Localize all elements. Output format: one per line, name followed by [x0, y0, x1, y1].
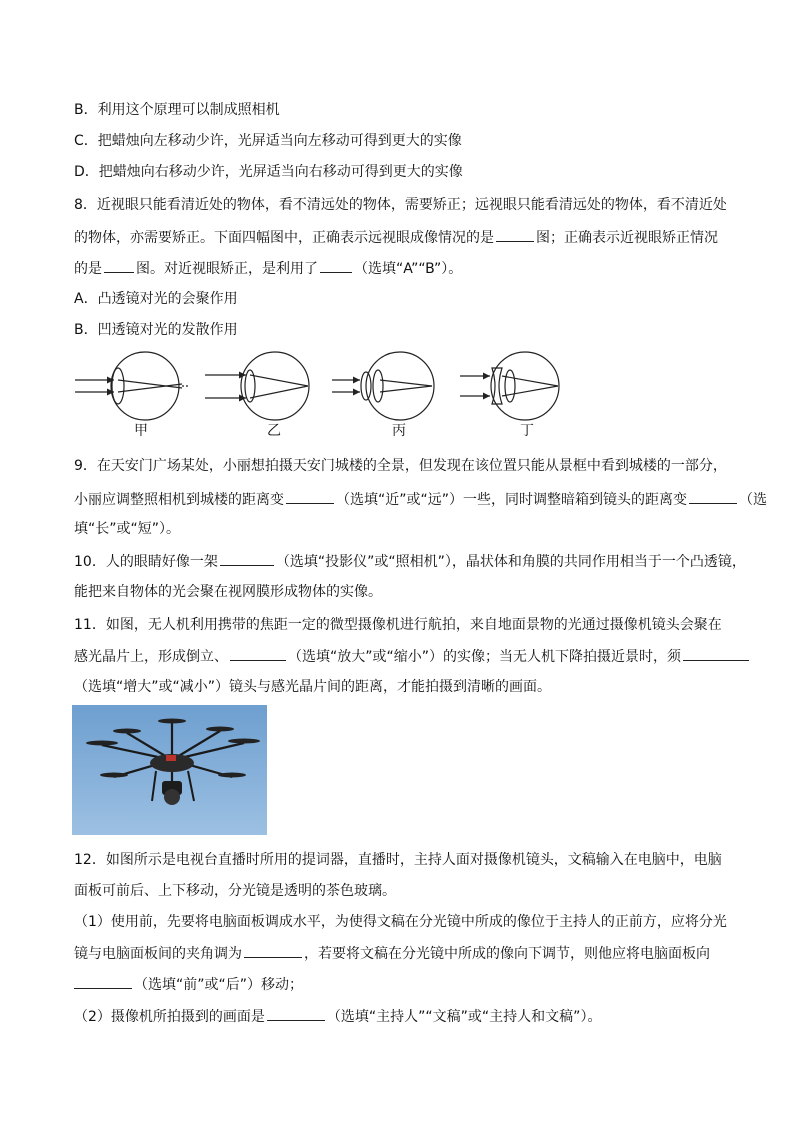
q9-line-3: 填“长”或“短”）。: [74, 521, 181, 537]
answer-blank[interactable]: [286, 489, 334, 504]
caption-jia: 甲: [134, 423, 148, 439]
q9-text: 小丽应调整照相机到城楼的距离变: [74, 492, 284, 508]
answer-blank[interactable]: [104, 258, 134, 273]
answer-blank[interactable]: [689, 489, 737, 504]
q12-text: （2）摄像机所拍摄到的画面是: [74, 1009, 265, 1025]
q11-line-3: （选填“增大”或“减小”）镜头与感光晶片间的距离，才能拍摄到清晰的画面。: [74, 679, 552, 695]
answer-blank[interactable]: [496, 227, 534, 242]
q12-line-3: （1）使用前，先要将电脑面板调成水平，为使得文稿在分光镜中所成的像位于主持人的正前方，应将分光: [74, 914, 727, 930]
q12-line-4: [74, 943, 710, 964]
q12-text: ，若要将文稿在分光镜中所成的像向下调节，则他应将电脑面板向: [304, 946, 710, 962]
q8-option-b: B．凹透镜对光的发散作用: [74, 322, 238, 338]
q9-line-2: [74, 489, 767, 510]
q12-line-5: [74, 974, 303, 995]
q8-text: 的是: [74, 261, 102, 277]
q12-line-1: 12．如图所示是电视台直播时所用的提词器，直播时，主持人面对摄像机镜头，文稿输入在电脑中，电脑: [74, 852, 722, 868]
q11-line-2: [74, 646, 751, 667]
q8-line-1: 8．近视眼只能看清近处的物体，看不清远处的物体，需要矫正；远视眼只能看清远处的物体，看不清近处: [74, 197, 727, 213]
option-d-line: D．把蜡烛向右移动少许，光屏适当向右移动可得到更大的实像: [74, 164, 463, 180]
eye-diagram-yi: [205, 352, 309, 420]
drone-photo: [72, 705, 267, 835]
answer-blank[interactable]: [320, 258, 352, 273]
q11-line-1: 11．如图，无人机利用携带的焦距一定的微型摄像机进行航拍，来自地面景物的光通过摄像机镜头会聚在: [74, 617, 722, 633]
eye-diagram-jia: [75, 352, 188, 420]
q8-option-a: A．凸透镜对光的会聚作用: [74, 291, 238, 307]
q12-text: 镜与电脑面板间的夹角调为: [74, 946, 242, 962]
eye-diagram-bing: [332, 352, 434, 420]
option-c-line: C．把蜡烛向左移动少许，光屏适当向左移动可得到更大的实像: [74, 133, 462, 149]
q9-text: （选: [739, 492, 768, 508]
q8-line-3: [74, 258, 462, 279]
q12-text: （选填“主持人”“文稿”或“主持人和文稿”）。: [326, 1009, 602, 1025]
q10-line-1: [74, 551, 746, 572]
answer-blank[interactable]: [220, 551, 274, 566]
q11-text: （选填“放大”或“缩小”）的实像；当无人机下降拍摄近景时，须: [288, 649, 682, 665]
q9-line-1: 9．在天安门广场某处，小丽想拍摄天安门城楼的全景，但发现在该位置只能从景框中看到城楼的一部分，: [74, 458, 727, 474]
q11-text: 感光晶片上，形成倒立、: [74, 649, 228, 665]
caption-yi: 乙: [267, 423, 281, 439]
answer-blank[interactable]: [683, 646, 749, 661]
answer-blank[interactable]: [244, 943, 302, 958]
q12-line-6: [74, 1006, 601, 1027]
answer-blank[interactable]: [267, 1006, 325, 1021]
q8-text: 图。对近视眼矫正，是利用了: [136, 261, 318, 277]
q10-line-2: 能把来自物体的光会聚在视网膜形成物体的实像。: [74, 584, 382, 600]
eye-diagram-ding: [460, 352, 559, 420]
q10-text: 10．人的眼睛好像一架: [74, 554, 218, 570]
option-b-line: B．利用这个原理可以制成照相机: [74, 102, 280, 118]
q12-text: （选填“前”或“后”）移动；: [134, 977, 304, 993]
q8-text: 图；正确表示近视眼矫正情况: [536, 230, 718, 246]
q8-text: 的物体，亦需要矫正。下面四幅图中，正确表示远视眼成像情况的是: [74, 230, 494, 246]
answer-blank[interactable]: [230, 646, 286, 661]
q8-text: （选填“A”“B”）。: [354, 261, 463, 277]
q12-line-2: 面板可前后、上下移动，分光镜是透明的茶色玻璃。: [74, 883, 396, 899]
answer-blank[interactable]: [74, 974, 132, 989]
q9-text: （选填“近”或“远”）一些，同时调整暗箱到镜头的距离变: [336, 492, 688, 508]
caption-bing: 丙: [392, 423, 406, 439]
caption-ding: 丁: [520, 423, 534, 439]
q8-line-2: [74, 227, 718, 248]
q10-text: （选填“投影仪”或“照相机”），晶状体和角膜的共同作用相当于一个凸透镜，: [275, 554, 746, 570]
eye-diagrams: [70, 348, 590, 448]
